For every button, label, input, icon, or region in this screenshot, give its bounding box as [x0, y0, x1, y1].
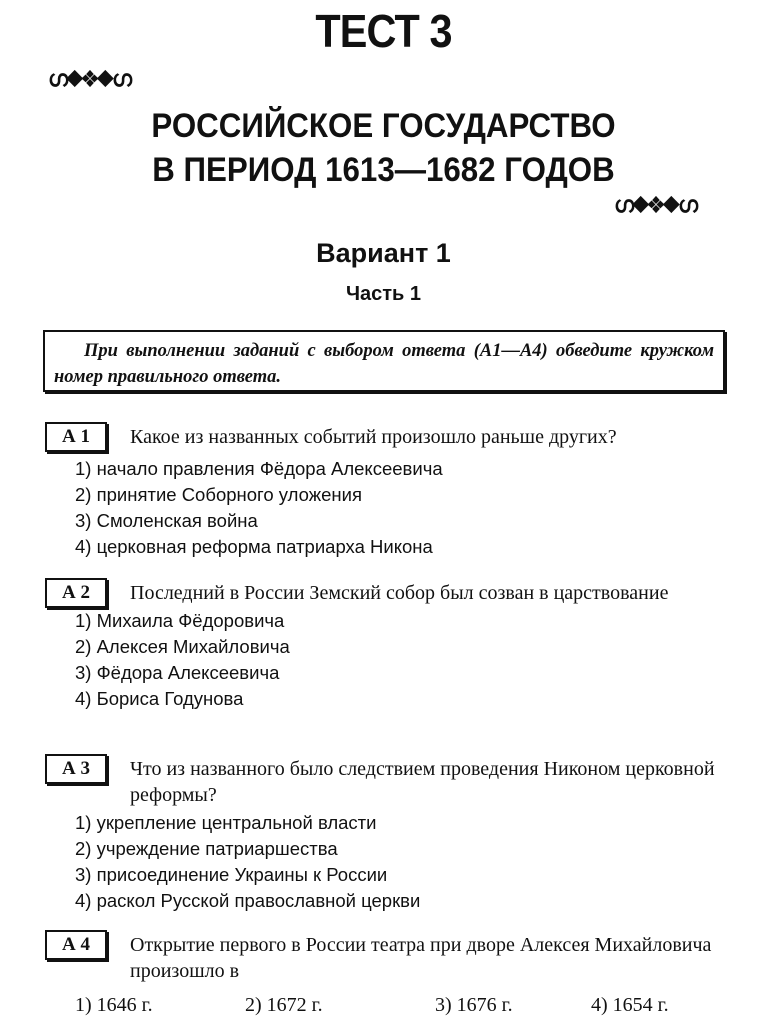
- topic-heading: [31, 104, 737, 192]
- answer-option[interactable]: 4) церковная реформа патриарха Никона: [75, 536, 433, 557]
- question-a1: [45, 422, 730, 560]
- question-label: А 3: [45, 754, 107, 784]
- answer-option[interactable]: 2) принятие Соборного уложения: [75, 484, 362, 505]
- answer-option[interactable]: 1) 1646 г.: [75, 994, 153, 1016]
- question-a3: [45, 754, 730, 914]
- answer-option[interactable]: 4) 1654 г.: [591, 994, 669, 1016]
- variant-heading: Вариант 1: [316, 238, 451, 268]
- answer-option[interactable]: 1) укрепление центральной власти: [75, 812, 377, 833]
- heading-line: В ПЕРИОД 1613—1682 ГОДОВ: [152, 151, 615, 189]
- answer-option[interactable]: 3) 1676 г.: [435, 994, 513, 1016]
- answer-option[interactable]: 2) учреждение патриаршества: [75, 838, 338, 859]
- question-label: А 4: [45, 930, 107, 960]
- answer-option[interactable]: 4) Бориса Годунова: [75, 688, 244, 709]
- answer-option[interactable]: 3) Фёдора Алексеевича: [75, 662, 280, 683]
- question-a4: [45, 930, 730, 1018]
- question-text: Открытие первого в России театра при дворе Алексея Михайловича произошло в: [130, 934, 712, 982]
- answer-option[interactable]: 2) Алексея Михайловича: [75, 636, 290, 657]
- question-label: А 1: [45, 422, 107, 452]
- test-title: ТЕСТ 3: [315, 5, 452, 57]
- answer-option[interactable]: 1) Михаила Фёдоровича: [75, 610, 285, 631]
- answer-option[interactable]: 4) раскол Русской православной церкви: [75, 890, 421, 911]
- question-text: Какое из названных событий произошло раньше других?: [130, 426, 617, 448]
- ornament-icon: ഗ◆❖◆ഗ: [614, 192, 696, 217]
- question-a2: [45, 578, 730, 712]
- ornament-icon: ഗ◆❖◆ഗ: [48, 66, 130, 91]
- answer-option[interactable]: 2) 1672 г.: [245, 994, 323, 1016]
- answer-option[interactable]: 3) Смоленская война: [75, 510, 258, 531]
- answer-option[interactable]: 3) присоединение Украины к России: [75, 864, 388, 885]
- instruction-box: При выполнении заданий с выбором ответа (А1—А4) обведите кружком номер правильного ответа.: [43, 330, 725, 392]
- question-text: Что из названного было следствием проведения Никоном церковной реформы?: [130, 758, 715, 806]
- heading-line: РОССИЙСКОЕ ГОСУДАРСТВО: [151, 107, 616, 145]
- question-label: А 2: [45, 578, 107, 608]
- part-heading: Часть 1: [345, 283, 422, 305]
- question-text: Последний в России Земский собор был созван в царствование: [130, 582, 669, 604]
- answer-option[interactable]: 1) начало правления Фёдора Алексеевича: [75, 458, 443, 479]
